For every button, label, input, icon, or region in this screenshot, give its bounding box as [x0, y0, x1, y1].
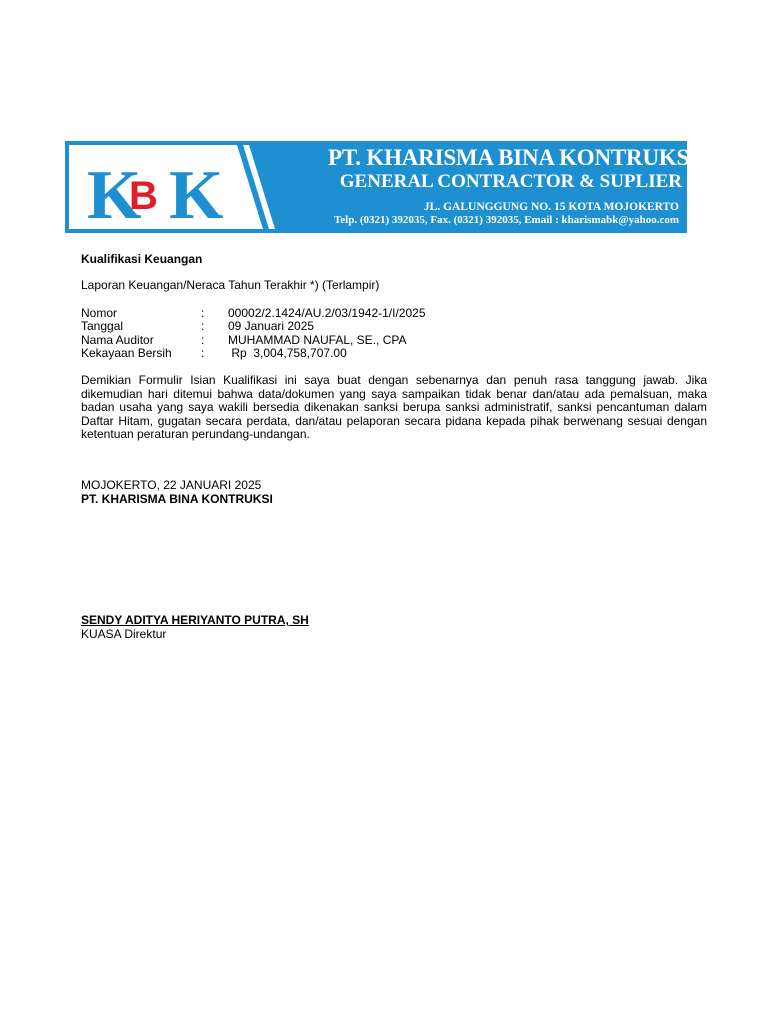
logo-letter-b: B [129, 174, 158, 218]
section-title: Kualifikasi Keuangan [81, 252, 203, 266]
info-label: Kekayaan Bersih [81, 345, 172, 360]
info-label: Nama Auditor [81, 332, 154, 347]
info-value: 09 Januari 2025 [228, 319, 315, 334]
logo-letters: K [87, 157, 138, 233]
letterhead [65, 141, 698, 233]
signing-organization: PT. KHARISMA BINA KONTRUKSI [81, 491, 273, 506]
info-row-auditor [81, 334, 707, 347]
company-address: JL. GALUNGGUNG NO. 15 KOTA MOJOKERTO [423, 201, 679, 213]
document-body [81, 253, 707, 641]
info-separator: : [201, 332, 205, 347]
info-label: Tanggal [81, 319, 124, 334]
signer-name: SENDY ADITYA HERIYANTO PUTRA, SH [81, 613, 309, 628]
info-row-nomor [81, 307, 707, 320]
info-row-kekayaan [81, 347, 707, 360]
info-separator: : [201, 319, 205, 334]
logo-letter-k2: K [169, 157, 224, 233]
declaration-statement: Demikian Formulir Isian Kualifikasi ini saya buat dengan sebenarnya dan penuh rasa tanggung jawab. Jika dikemudian hari ditemui bahwa data/dokumen yang saya sampaikan tidak benar dan/atau ada pemalsuan, maka badan usaha yang saya wakili bersedia dikenakan sanksi berupa sanksi administratif, sanksi pencantuman dalam Daftar Hitam, gugatan secara perdata, dan/atau pelaporan secara pidana kepada pihak berwenang sesuai dengan ketentuan peraturan perundang-undangan. [81, 373, 707, 441]
report-subtitle: Laporan Keuangan/Neraca Tahun Terakhir *) (Terlampir) [81, 278, 380, 293]
info-value: 00002/2.1424/AU.2/03/1942-1/I/2025 [228, 305, 426, 320]
info-row-tanggal [81, 320, 707, 333]
company-tagline: GENERAL CONTRACTOR & SUPLIER [339, 171, 682, 192]
info-value: MUHAMMAD NAUFAL, SE., CPA [228, 332, 407, 347]
info-separator: : [201, 305, 205, 320]
info-label: Nomor [81, 305, 118, 320]
signer-title: KUASA Direktur [81, 626, 167, 641]
company-contact: Telp. (0321) 392035, Fax. (0321) 392035, Email : kharismabk@yahoo.com [333, 214, 679, 226]
company-name: PT. KHARISMA BINA KONTRUKSI [328, 145, 698, 170]
info-separator: : [201, 345, 205, 360]
info-value: Rp 3,004,758,707.00 [228, 345, 347, 360]
financial-info [81, 307, 707, 361]
place-date: MOJOKERTO, 22 JANUARI 2025 [81, 478, 262, 493]
